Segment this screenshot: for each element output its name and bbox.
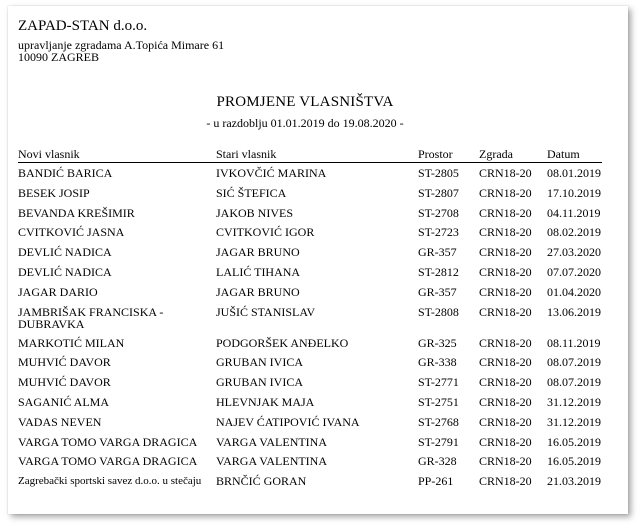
table-row (8, 334, 628, 354)
table-row (8, 353, 628, 373)
report-subtitle: - u razdoblju 01.01.2019 do 19.08.2020 - (206, 116, 404, 130)
unit-cell: PP-261 (418, 474, 454, 489)
old-owner-cell: HLEVNJAK MAJA (216, 394, 315, 409)
building-cell: CRN18-20 (479, 434, 532, 449)
old-owner-cell: JUŠIĆ STANISLAV (216, 304, 316, 319)
new-owner-cell: DEVLIĆ NADICA (18, 245, 112, 260)
column-header-old-owner: Stari vlasnik (216, 147, 277, 161)
table-row (8, 243, 628, 263)
report-page (8, 6, 628, 514)
building-cell: CRN18-20 (479, 264, 532, 279)
date-cell: 04.11.2019 (547, 205, 601, 220)
company-city: 10090 ZAGREB (18, 50, 99, 64)
date-cell: 08.02.2019 (547, 225, 601, 240)
old-owner-cell: JAGAR BRUNO (216, 245, 300, 260)
unit-cell: ST-2768 (418, 414, 459, 429)
building-cell: CRN18-20 (479, 474, 532, 489)
old-owner-cell: IVKOVČIĆ MARINA (216, 166, 327, 180)
table-row (8, 472, 628, 492)
date-cell: 07.07.2020 (547, 264, 601, 279)
date-cell: 08.07.2019 (547, 375, 601, 390)
header-divider (18, 162, 602, 163)
building-cell: CRN18-20 (479, 304, 532, 319)
table-row (8, 303, 628, 334)
date-cell: 27.03.2020 (547, 245, 601, 260)
building-cell: CRN18-20 (479, 355, 532, 370)
unit-cell: GR-325 (418, 335, 457, 350)
old-owner-cell: PODGORŠEK ANĐELKO (216, 335, 349, 350)
table-row (8, 263, 628, 283)
column-header-new-owner: Novi vlasnik (18, 147, 80, 161)
report-title: PROMJENE VLASNIŠTVA (216, 94, 394, 110)
unit-cell: ST-2791 (418, 434, 459, 449)
unit-cell: ST-2807 (418, 185, 459, 200)
date-cell: 17.10.2019 (547, 185, 601, 200)
unit-cell: ST-2751 (418, 394, 459, 409)
new-owner-cell: CVITKOVIĆ JASNA (18, 225, 125, 240)
unit-cell: ST-2805 (418, 166, 459, 180)
column-header-date: Datum (547, 147, 580, 161)
new-owner-cell: BESEK JOSIP (18, 185, 90, 200)
building-cell: CRN18-20 (479, 245, 532, 260)
building-cell: CRN18-20 (479, 185, 532, 200)
old-owner-cell: GRUBAN IVICA (216, 355, 303, 370)
table-row (8, 223, 628, 243)
new-owner-cell: DEVLIĆ NADICA (18, 264, 112, 279)
date-cell: 16.05.2019 (547, 434, 601, 449)
new-owner-cell: VARGA TOMO VARGA DRAGICA (18, 434, 198, 449)
date-cell: 16.05.2019 (547, 454, 601, 469)
new-owner-cell: VADAS NEVEN (18, 414, 102, 429)
column-header-building: Zgrada (479, 147, 513, 161)
new-owner-cell: MUHVIĆ DAVOR (18, 355, 111, 370)
new-owner-cell: MARKOTIĆ MILAN (18, 335, 125, 350)
old-owner-cell: JAKOB NIVES (216, 205, 294, 220)
building-cell: CRN18-20 (479, 284, 532, 299)
old-owner-cell: SIĆ ŠTEFICA (216, 185, 287, 200)
unit-cell: GR-357 (418, 284, 457, 299)
old-owner-cell: VARGA VALENTINA (216, 454, 328, 469)
new-owner-cell: Zagrebački sportski savez d.o.o. u stečaju (18, 475, 202, 488)
old-owner-cell: GRUBAN IVICA (216, 375, 303, 390)
old-owner-cell: LALIĆ TIHANA (216, 264, 301, 279)
date-cell: 08.01.2019 (547, 166, 601, 180)
building-cell: CRN18-20 (479, 225, 532, 240)
new-owner-cell: MUHVIĆ DAVOR (18, 375, 111, 390)
old-owner-cell: CVITKOVIĆ IGOR (216, 225, 315, 240)
unit-cell: GR-328 (418, 454, 457, 469)
column-header-unit: Prostor (418, 147, 453, 161)
date-cell: 13.06.2019 (547, 304, 601, 319)
table-row (8, 184, 628, 204)
unit-cell: ST-2808 (418, 304, 459, 319)
old-owner-cell: NAJEV ĆATIPOVIĆ IVANA (216, 414, 360, 429)
new-owner-cell: JAMBRIŠAK FRANCISKA - DUBRAVKA (18, 304, 164, 332)
table-row (8, 433, 628, 453)
unit-cell: ST-2812 (418, 264, 459, 279)
new-owner-cell: VARGA TOMO VARGA DRAGICA (18, 454, 198, 469)
date-cell: 21.03.2019 (547, 474, 601, 489)
building-cell: CRN18-20 (479, 454, 532, 469)
old-owner-cell: JAGAR BRUNO (216, 284, 300, 299)
date-cell: 08.11.2019 (547, 335, 601, 350)
unit-cell: ST-2723 (418, 225, 459, 240)
date-cell: 08.07.2019 (547, 355, 601, 370)
building-cell: CRN18-20 (479, 335, 532, 350)
new-owner-cell: BANDIĆ BARICA (18, 166, 113, 180)
old-owner-cell: BRNČIĆ GORAN (216, 474, 307, 489)
table-row (8, 393, 628, 413)
new-owner-cell: BEVANDA KREŠIMIR (18, 205, 135, 220)
date-cell: 01.04.2020 (547, 284, 601, 299)
building-cell: CRN18-20 (479, 394, 532, 409)
building-cell: CRN18-20 (479, 375, 532, 390)
building-cell: CRN18-20 (479, 166, 532, 180)
company-name: ZAPAD-STAN d.o.o. (18, 18, 148, 34)
ownership-table (8, 164, 628, 492)
table-row (8, 452, 628, 472)
unit-cell: GR-338 (418, 355, 457, 370)
date-cell: 31.12.2019 (547, 414, 601, 429)
new-owner-cell: SAGANIĆ ALMA (18, 394, 110, 409)
company-address: upravljanje zgradama A.Topića Mimare 61 (18, 38, 225, 52)
new-owner-cell: JAGAR DARIO (18, 284, 98, 299)
building-cell: CRN18-20 (479, 205, 532, 220)
table-row (8, 373, 628, 393)
unit-cell: ST-2771 (418, 375, 459, 390)
unit-cell: GR-357 (418, 245, 457, 260)
old-owner-cell: VARGA VALENTINA (216, 434, 328, 449)
unit-cell: ST-2708 (418, 205, 459, 220)
building-cell: CRN18-20 (479, 414, 532, 429)
table-row (8, 164, 628, 184)
table-row (8, 283, 628, 303)
table-row (8, 413, 628, 433)
table-row (8, 204, 628, 224)
date-cell: 31.12.2019 (547, 394, 601, 409)
